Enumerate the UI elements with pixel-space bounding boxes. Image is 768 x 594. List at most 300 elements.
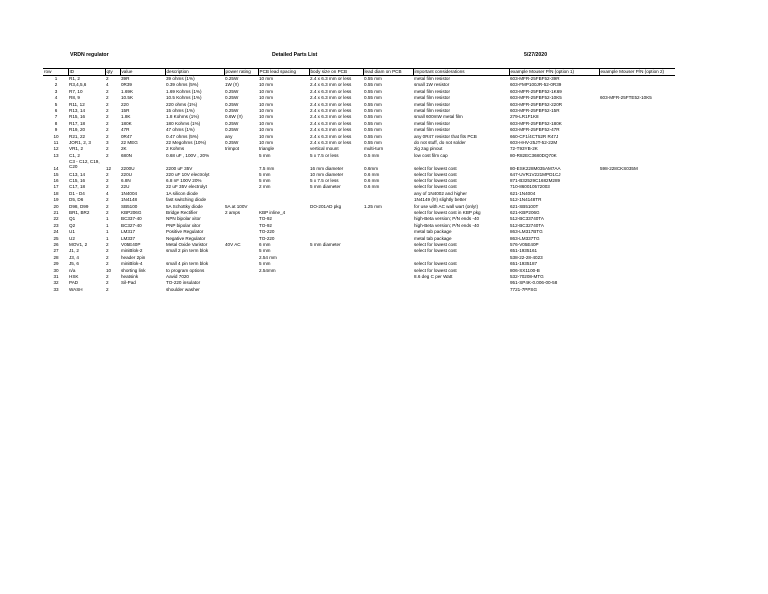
table-cell: low cost film cap — [414, 152, 448, 158]
table-cell: 2200U — [121, 166, 135, 172]
table-cell: 0.55 mm — [364, 95, 382, 101]
table-cell: 220 — [121, 101, 129, 107]
table-cell: 0.55 mm — [364, 127, 382, 133]
table-cell: 39R — [121, 76, 130, 81]
table-cell: 0R39 — [121, 82, 132, 88]
table-cell: 1A silicon diode — [166, 190, 198, 196]
table-cell: 2.4 x 6.3 mm or less — [310, 114, 352, 120]
table-cell: 2 — [106, 107, 109, 113]
table-cell: 2 — [106, 127, 109, 133]
table-cell: 12 — [53, 146, 59, 152]
column-header: value — [120, 69, 165, 76]
table-cell: 2.4 x 6.3 mm or less — [310, 133, 352, 139]
table-cell: 15 ohms (1%) — [166, 107, 195, 113]
table-cell: 6.8 nF 100V 20% — [166, 178, 202, 184]
table-cell: 6 mm — [259, 241, 271, 247]
table-cell: 2 — [54, 82, 58, 88]
table-cell: 28 — [53, 254, 59, 260]
table-cell: 18 — [53, 190, 59, 196]
table-cell: 5 x 7.5 or less — [310, 178, 339, 184]
column-header: ID — [68, 69, 105, 76]
table-cell: miniBlok-4 — [121, 261, 143, 267]
table-cell: 10 mm diameter — [310, 171, 344, 177]
table-cell: 4 — [106, 190, 109, 196]
table-cell: U1 — [69, 229, 75, 235]
table-cell: trimpot — [225, 146, 240, 152]
table-cell: PAD — [69, 280, 79, 286]
table-cell: 15 — [53, 171, 59, 177]
table-cell: 603-MFR-25FBF52-180K — [510, 120, 562, 126]
table-cell: NPN bipolar xitor — [166, 216, 201, 222]
table-cell: 16 mm diameter — [310, 166, 344, 172]
table-cell: 8 — [54, 120, 58, 126]
table-cell: 598-228CKS035M — [600, 166, 638, 172]
table-cell: any 0R47 resistor that fits PCB — [414, 133, 477, 139]
table-cell: R17, 18 — [69, 120, 86, 126]
table-cell: WASH — [69, 286, 83, 292]
column-header: row — [43, 69, 68, 76]
table-cell: 40V AC — [225, 241, 241, 247]
table-cell: metal film resistor — [414, 107, 450, 113]
table-cell: 603-MFR-25FBF52-10K5 — [510, 95, 562, 101]
table-cell: for use with AC wall wart (only!) — [414, 203, 479, 209]
table-cell: 5 — [54, 101, 58, 107]
table-cell: 11 — [53, 139, 59, 145]
table-cell: vertical mount — [310, 146, 339, 152]
table-cell: R15, 16 — [69, 114, 86, 120]
table-cell: 2 — [106, 76, 109, 81]
column-header: description — [165, 69, 224, 76]
table-cell: R19, 20 — [69, 127, 86, 133]
table-cell: 15R — [121, 107, 130, 113]
table-cell: 0.5 mm — [364, 152, 380, 158]
table-cell: 2.4 x 6.3 mm or less — [310, 76, 352, 81]
column-header: qty — [105, 69, 120, 76]
table-cell: zig zag pinout — [414, 146, 443, 152]
table-cell: miniBlok-2 — [121, 248, 143, 254]
table-cell: metal film resistor — [414, 101, 450, 107]
table-cell: DO-201AD pkg — [310, 203, 342, 209]
table-cell: 21 — [53, 210, 59, 216]
table-cell: 22 uF 35V electrolyt — [166, 184, 207, 190]
table-cell: 2 — [106, 120, 109, 126]
column-header: body size on PCB — [309, 69, 363, 76]
table-cell: Q2 — [69, 222, 76, 228]
table-cell: 12 — [106, 166, 112, 172]
table-cell: 647-UVR1V221MPD1CJ — [510, 171, 561, 177]
table-cell: 80-ESK228M035AM7AA — [510, 166, 561, 172]
table-cell: 30 — [53, 267, 59, 273]
table-cell: 0.6 mm — [364, 178, 380, 184]
table-cell: 621-KBP206G — [510, 210, 540, 216]
table-cell: 80-R82EC3680DQ70K — [510, 152, 557, 158]
table-cell: 10 — [106, 267, 112, 273]
column-header: important considerations — [413, 69, 509, 76]
table-cell: Q1 — [69, 216, 76, 222]
table-cell: 2200 uF 35V — [166, 166, 193, 172]
table-cell: 0.25W — [225, 88, 239, 94]
table-cell: 603-MFR-25FBF52-39R — [510, 76, 560, 81]
table-body — [43, 76, 675, 294]
table-cell: 0.55 mm — [364, 114, 382, 120]
table-cell: 0.6 mm — [364, 171, 380, 177]
table-cell: 10 — [53, 133, 59, 139]
table-cell: 47R — [121, 127, 130, 133]
table-cell: C17, 18 — [69, 184, 86, 190]
table-cell: 4 — [106, 82, 109, 88]
table-cell: C1, 2 — [69, 152, 80, 158]
table-cell: 39 ohms (1%) — [166, 76, 195, 81]
table-cell: 10 mm — [259, 120, 274, 126]
table-cell: 2.4 x 6.3 mm or less — [310, 88, 352, 94]
table-cell: 26 — [53, 241, 59, 247]
table-cell — [258, 287, 309, 293]
table-cell: 0.25W — [225, 95, 239, 101]
table-cell: J3, 4 — [69, 254, 79, 260]
table-cell: 603-MFR-25FBF52-1K69 — [510, 88, 562, 94]
table-cell: 2 — [106, 171, 109, 177]
table-cell: 0.55 mm — [364, 101, 382, 107]
table-cell: high-Beta version; P/N ends -40 — [414, 216, 480, 222]
table-cell: 7 — [54, 114, 58, 120]
table-cell: 2 — [106, 261, 109, 267]
table-cell: 10.5K — [121, 95, 134, 101]
table-cell: small 4 pin term blok — [166, 261, 209, 267]
table-cell: 13 — [53, 152, 59, 158]
table-cell: 47 ohms (1%) — [166, 127, 195, 133]
table-cell: 23 — [53, 222, 59, 228]
table-cell: 22 — [53, 216, 59, 222]
table-cell — [120, 287, 165, 293]
table-cell: select for lowest cost — [414, 241, 457, 247]
table-cell: 2 — [106, 203, 109, 209]
table-cell: LM317 — [121, 229, 136, 235]
table-cell: 5A at 100V — [225, 203, 248, 209]
table-cell: 3 — [54, 88, 58, 94]
parts-table — [43, 68, 675, 293]
table-cell: TO-92 — [259, 216, 272, 222]
table-cell: 220 uF 10V electrolyt — [166, 171, 210, 177]
table-cell: 5 mm — [259, 152, 271, 158]
table-header-row — [43, 69, 675, 76]
table-cell: 10 mm — [259, 101, 274, 107]
table-cell: to program options — [166, 267, 205, 273]
table-cell: 7721-7PPSG — [510, 286, 538, 292]
table-cell: 2 — [106, 184, 109, 190]
table-cell: 22 Megohms (10%) — [166, 139, 207, 145]
table-cell: 2 — [106, 88, 109, 94]
table-cell: 6.8N — [121, 178, 131, 184]
table-cell: small 600mW metal film — [414, 114, 463, 120]
table-cell: 871-B32529C1682M289 — [510, 178, 561, 184]
table-cell: 25 — [53, 235, 59, 241]
table-row — [43, 76, 675, 83]
table-cell: 1.25 mm — [364, 203, 382, 209]
table-cell: C13, 14 — [69, 171, 86, 177]
table-cell: VR1, 2 — [69, 146, 84, 152]
table-cell: 19 — [53, 197, 59, 203]
table-row — [43, 159, 675, 172]
table-cell: 0.55 mm — [364, 120, 382, 126]
table-cell: shorting link — [121, 267, 146, 273]
table-cell: JOR1, 2, 3 — [69, 139, 91, 145]
table-cell: 180 Kohms (1%) — [166, 120, 201, 126]
table-cell: TO-220 insulator — [166, 280, 201, 286]
table-cell: R1, 2 — [69, 76, 80, 81]
table-cell: multi-turn — [364, 146, 384, 152]
table-cell: 651-1935187 — [510, 261, 538, 267]
table-cell: 2 — [106, 101, 109, 107]
table-cell: 0.6W (!!) — [225, 114, 243, 120]
table-cell: 5 mm — [259, 261, 271, 267]
table-cell: 2 amps — [225, 210, 241, 216]
table-cell — [599, 287, 675, 293]
table-cell: 0.55 mm — [364, 133, 382, 139]
table-cell: any of 1N4002 and higher — [414, 190, 467, 196]
table-cell: 2.54mm — [259, 267, 276, 273]
table-cell: BR1, BR2 — [69, 210, 90, 216]
table-cell: TO-92 — [259, 222, 272, 228]
table-cell: R21, 22 — [69, 133, 86, 139]
table-cell: 0.55 mm — [364, 88, 382, 94]
table-cell: select for lowest cost — [414, 178, 457, 184]
table-cell: R11, 12 — [69, 101, 85, 107]
table-cell: 20 — [53, 203, 59, 209]
table-cell: 660-CF1/4CT52R R47J — [510, 133, 559, 139]
table-cell: 603-FMP100JR-52-0R39 — [510, 82, 562, 88]
table-cell: 24 — [53, 229, 59, 235]
table-cell: 512-1N4148TR — [510, 197, 542, 203]
table-cell: 1N4004 — [121, 190, 138, 196]
table-cell: LM337 — [121, 235, 136, 241]
table-cell: 2 — [106, 114, 109, 120]
table-cell: 2.4 x 6.3 mm or less — [310, 101, 352, 107]
table-cell: 532-70208-MTG — [510, 273, 544, 279]
table-cell: 603-MFR-25FBF52-220R — [510, 101, 563, 107]
table-cell: n/a — [69, 267, 76, 273]
table-cell: 2 — [106, 178, 109, 184]
table-cell: metal film resistor — [414, 127, 450, 133]
table-cell: Bridge Rectifier — [166, 210, 198, 216]
table-cell: C3 - C12, C19, C20 — [69, 159, 100, 170]
table-cell: 10 mm — [259, 95, 274, 101]
table-cell: 4 — [54, 95, 58, 101]
table-cell: 2 mm — [259, 184, 271, 190]
table-cell: 10 mm — [259, 76, 274, 81]
table-cell: 2.4 x 6.3 mm or less — [310, 95, 352, 101]
table-cell: 710-860010572003 — [510, 184, 550, 190]
table-cell: 603-HHV-25JT-52-22M — [510, 139, 558, 145]
table-cell: 2.4 x 6.3 mm or less — [310, 139, 352, 145]
table-cell: 2 — [106, 248, 109, 254]
table-cell: 180K — [121, 120, 132, 126]
table-cell: PNP bipolar xitor — [166, 222, 201, 228]
table-cell: 1.8K — [121, 114, 131, 120]
table-cell: 0.55 mm — [364, 82, 382, 88]
table-cell: 1.69 Kohms (1%) — [166, 88, 202, 94]
table-cell: U2 — [69, 235, 75, 241]
table-cell: 1 — [106, 222, 109, 228]
table-cell: 3 — [106, 139, 109, 145]
table-cell: 10 mm — [259, 139, 274, 145]
table-cell: metal film resistor — [414, 95, 450, 101]
table-cell: 0.25W — [225, 127, 239, 133]
table-cell: 1.69K — [121, 88, 134, 94]
table-cell: 2.4 x 6.3 mm or less — [310, 107, 352, 113]
table-cell: 2 — [106, 146, 109, 152]
column-header: PCB lead spacing — [258, 69, 309, 76]
table-cell: 603-MFR-25FTE52-10K5 — [600, 95, 652, 101]
table-cell: 621-SB5100T — [510, 203, 539, 209]
table-cell: select for lowest cost — [414, 184, 457, 190]
table-cell: select for lowest cost — [414, 248, 457, 254]
table-cell: 10 mm — [259, 88, 274, 94]
table-cell: Negative Regulator — [166, 235, 206, 241]
table-cell: 10 mm — [259, 114, 274, 120]
table-cell: 2.4 x 6.3 mm or less — [310, 120, 352, 126]
table-cell: 2 — [106, 254, 109, 260]
table-cell: 2 — [106, 210, 109, 216]
table-cell: 17 — [53, 184, 59, 190]
table-cell: 0.55 mm — [364, 139, 382, 145]
table-cell: heatsink — [121, 273, 139, 279]
table-cell: 863-LM337TG — [510, 235, 540, 241]
table-cell: R13, 14 — [69, 107, 86, 113]
table-cell: 5A Schottky diode — [166, 203, 203, 209]
table-cell: 0.39 ohms (5%) — [166, 82, 199, 88]
table-cell: metal tab package — [414, 235, 452, 241]
table-cell: 5 mm diameter — [310, 241, 341, 247]
table-cell: J5, 6 — [69, 261, 79, 267]
table-cell: 10 mm — [259, 82, 274, 88]
table-cell: 1 — [54, 76, 58, 81]
table-cell: 2.4 x 6.3 mm or less — [310, 127, 352, 133]
table-cell: small 2 pin term blok — [166, 248, 209, 254]
table-cell: 8.6 deg C per Watt — [414, 273, 453, 279]
column-header: example Mouser P/N (option 2) — [599, 69, 675, 76]
table-cell: 32 — [53, 280, 59, 286]
table-cell: 621-1N4004 — [510, 190, 536, 196]
table-cell: select for lowest cost — [414, 171, 457, 177]
table-cell: 951-SP4K-0.006-00-58 — [510, 280, 558, 286]
table-cell: 2.4 x 6.3 mm or less — [310, 82, 352, 88]
table-cell: select for lowest cost — [414, 166, 457, 172]
table-cell: BC337-40 — [121, 216, 142, 222]
table-cell: 603-MFR-25FBF52-47R — [510, 127, 560, 133]
table-cell: 2.54 mm — [259, 254, 277, 260]
table-cell: select for lowest cost — [414, 261, 457, 267]
sheet-title: VRDN regulator — [70, 52, 109, 58]
table-cell: 2 — [106, 95, 109, 101]
table-cell: 5 mm — [259, 171, 271, 177]
table-cell: 1 — [106, 235, 109, 241]
table-cell: 0.25W — [225, 139, 239, 145]
table-cell: 9 — [54, 127, 58, 133]
table-cell: MOV1, 2 — [69, 241, 88, 247]
table-cell: small 1W resistor — [414, 82, 450, 88]
table-cell: 512-BC33740TA — [510, 216, 544, 222]
table-cell: 72-T93YB-2K — [510, 146, 538, 152]
table-cell: R3,4,5,6 — [69, 82, 87, 88]
table-cell: 27 — [53, 248, 59, 254]
table-cell: 10 mm — [259, 133, 274, 139]
table-cell: 7.5 mm — [259, 166, 275, 172]
table-cell: BC327-40 — [121, 222, 142, 228]
table-cell: 512-BC32740TA — [510, 222, 544, 228]
table-cell: D5, D6 — [69, 197, 84, 203]
table-cell: 680N — [121, 152, 132, 158]
table-cell — [224, 287, 258, 293]
table-cell: 2 — [106, 152, 109, 158]
table-cell: triangle — [259, 146, 275, 152]
sheet-date: 5/27/2020 — [524, 52, 548, 58]
table-cell: 10.5 Kohms (1%) — [166, 95, 202, 101]
table-cell — [309, 287, 363, 293]
table-cell: 806-SX1100-B — [510, 267, 540, 273]
table-cell: 10 mm — [259, 127, 274, 133]
table-cell — [413, 287, 509, 293]
table-cell: 220U — [121, 171, 132, 177]
table-cell: 16 — [53, 178, 59, 184]
sheet-subtitle: Detailed Parts List — [272, 52, 318, 58]
table-cell: 1 — [106, 229, 109, 235]
table-cell: 1.8 Kohms (1%) — [166, 114, 199, 120]
table-cell: KBP206G — [121, 210, 142, 216]
table-cell: 33 — [53, 286, 59, 292]
table-cell: Sil-Pad — [121, 280, 136, 286]
table-cell: header 2pin — [121, 254, 146, 260]
table-cell: D98, D99 — [69, 203, 89, 209]
table-cell: metal tab package — [414, 229, 452, 235]
column-header: power rating — [224, 69, 258, 76]
table-cell: 1N4148 — [121, 197, 138, 203]
table-cell: 0.55 mm — [364, 107, 382, 113]
table-cell: any — [225, 133, 233, 139]
table-cell: V05E40P — [121, 241, 141, 247]
table-cell: select for lowest cost — [414, 267, 457, 273]
column-header: lead diam on PCB — [363, 69, 413, 76]
table-cell: C15, 16 — [69, 178, 86, 184]
table-cell: 0R47 — [121, 133, 132, 139]
table-cell: 2 Kohms — [166, 146, 185, 152]
column-header: example Mouser P/N (option 1) — [509, 69, 599, 76]
table-cell: 1 — [106, 216, 109, 222]
table-cell: metal film resistor — [414, 120, 450, 126]
table-cell — [599, 76, 675, 83]
table-cell: 2K — [121, 146, 127, 152]
table-cell: 14 — [53, 166, 59, 172]
table-cell: Positive Regulator — [166, 229, 204, 235]
table-cell: Aavid 7020 — [166, 273, 189, 279]
table-cell: J1, 2 — [69, 248, 79, 254]
table-cell: TO-220 — [259, 229, 275, 235]
table-cell: 0.6mm — [364, 166, 379, 172]
table-cell: HSK — [69, 273, 79, 279]
table-cell: 538-22-28-4023 — [510, 254, 543, 260]
table-cell: 576-V05E40P — [510, 241, 539, 247]
table-cell: 31 — [53, 273, 59, 279]
table-cell — [363, 287, 413, 293]
table-cell: 0.6 mm — [364, 184, 380, 190]
table-cell: do not stuff, do not solder — [414, 139, 466, 145]
table-cell: 10 mm — [259, 107, 274, 113]
table-cell: 22U — [121, 184, 130, 190]
table-cell: 279-LR1F1K8 — [510, 114, 539, 120]
table-cell — [224, 159, 258, 172]
table-cell: 5 mm — [259, 178, 271, 184]
table-cell: 5 mm diameter — [310, 184, 341, 190]
table-cell: 5 mm — [259, 248, 271, 254]
